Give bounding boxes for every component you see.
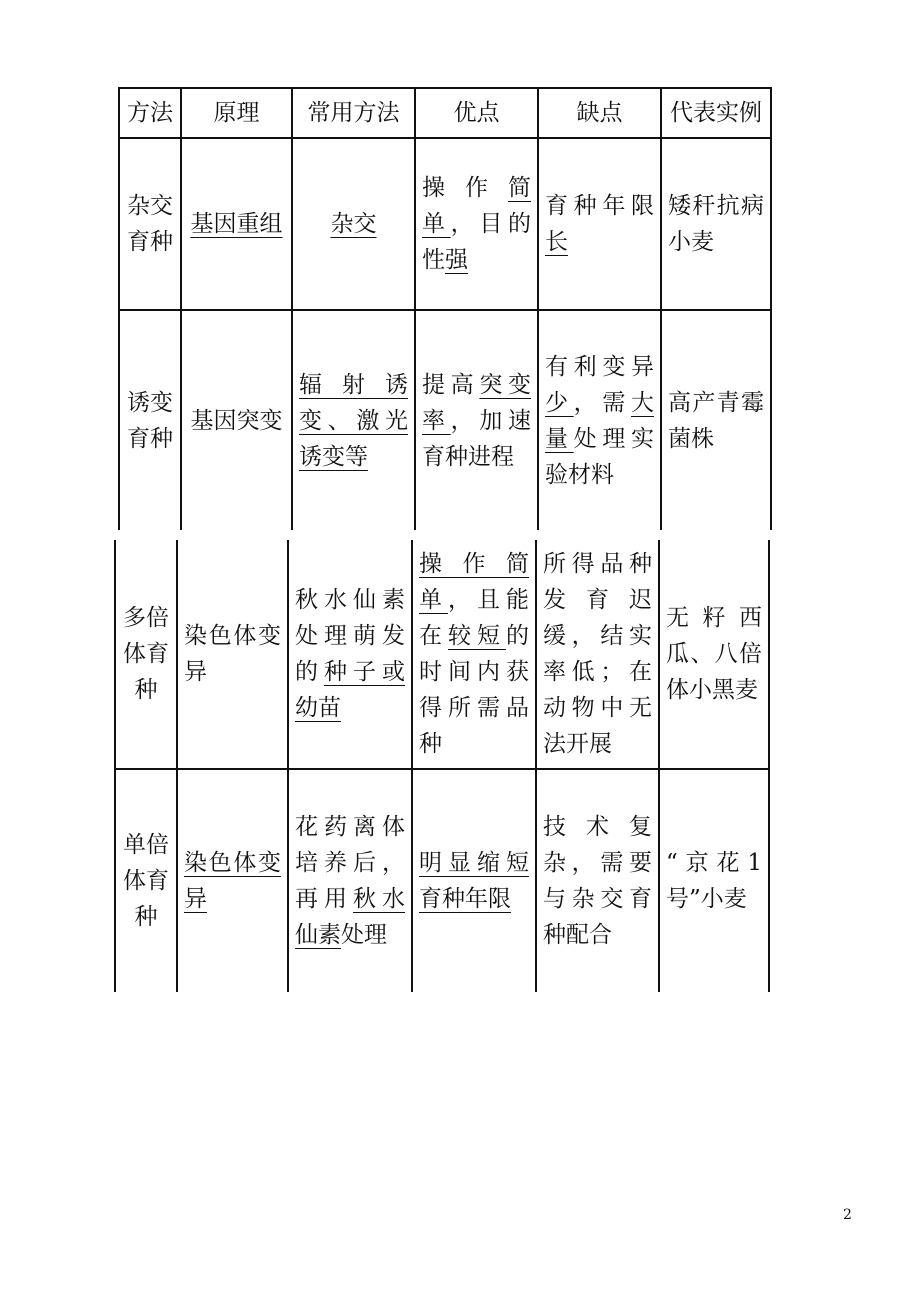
advantage-cell: 提高突变率，加速育种进程 <box>415 310 538 530</box>
method-cell: 单倍体育种 <box>115 769 177 992</box>
common-method-cell: 辐射诱变、激光诱变等 <box>292 310 415 530</box>
disadvantage-cell: 有利变异少，需大量处理实验材料 <box>538 310 661 530</box>
header-advantage: 优点 <box>415 88 538 138</box>
table-row <box>119 138 771 310</box>
breeding-table-upper <box>118 87 772 530</box>
common-method-cell: 杂交 <box>292 138 415 310</box>
method-cell: 诱变育种 <box>119 310 181 530</box>
breeding-table-lower <box>114 540 770 992</box>
header-example: 代表实例 <box>661 88 771 138</box>
principle-cell: 染色体变异 <box>177 769 288 992</box>
table-row <box>119 310 771 530</box>
disadvantage-cell: 所得品种发育迟缓，结实率低；在动物中无法开展 <box>536 540 659 769</box>
header-common-method: 常用方法 <box>292 88 415 138</box>
example-cell: 高产青霉菌株 <box>661 310 771 530</box>
example-cell: 矮秆抗病小麦 <box>661 138 771 310</box>
disadvantage-cell: 育种年限长 <box>538 138 661 310</box>
example-cell: 无籽西瓜、八倍体小黑麦 <box>659 540 769 769</box>
example-cell: “京花1号”小麦 <box>659 769 769 992</box>
page-number: 2 <box>843 1207 852 1223</box>
method-cell: 杂交育种 <box>119 138 181 310</box>
method-cell: 多倍体育种 <box>115 540 177 769</box>
principle-cell: 基因突变 <box>181 310 292 530</box>
principle-cell: 染色体变异 <box>177 540 288 769</box>
table-header-row <box>119 88 771 138</box>
disadvantage-cell: 技术复杂，需要与杂交育种配合 <box>536 769 659 992</box>
header-method: 方法 <box>119 88 181 138</box>
table-row <box>115 540 769 769</box>
principle-cell: 基因重组 <box>181 138 292 310</box>
header-disadvantage: 缺点 <box>538 88 661 138</box>
header-principle: 原理 <box>181 88 292 138</box>
common-method-cell: 花药离体培养后，再用秋水仙素处理 <box>288 769 412 992</box>
advantage-cell: 明显缩短育种年限 <box>412 769 536 992</box>
advantage-cell: 操作简单，目的性强 <box>415 138 538 310</box>
table-row <box>115 769 769 992</box>
common-method-cell: 秋水仙素处理萌发的种子或幼苗 <box>288 540 412 769</box>
advantage-cell: 操作简单，且能在较短的时间内获得所需品种 <box>412 540 536 769</box>
